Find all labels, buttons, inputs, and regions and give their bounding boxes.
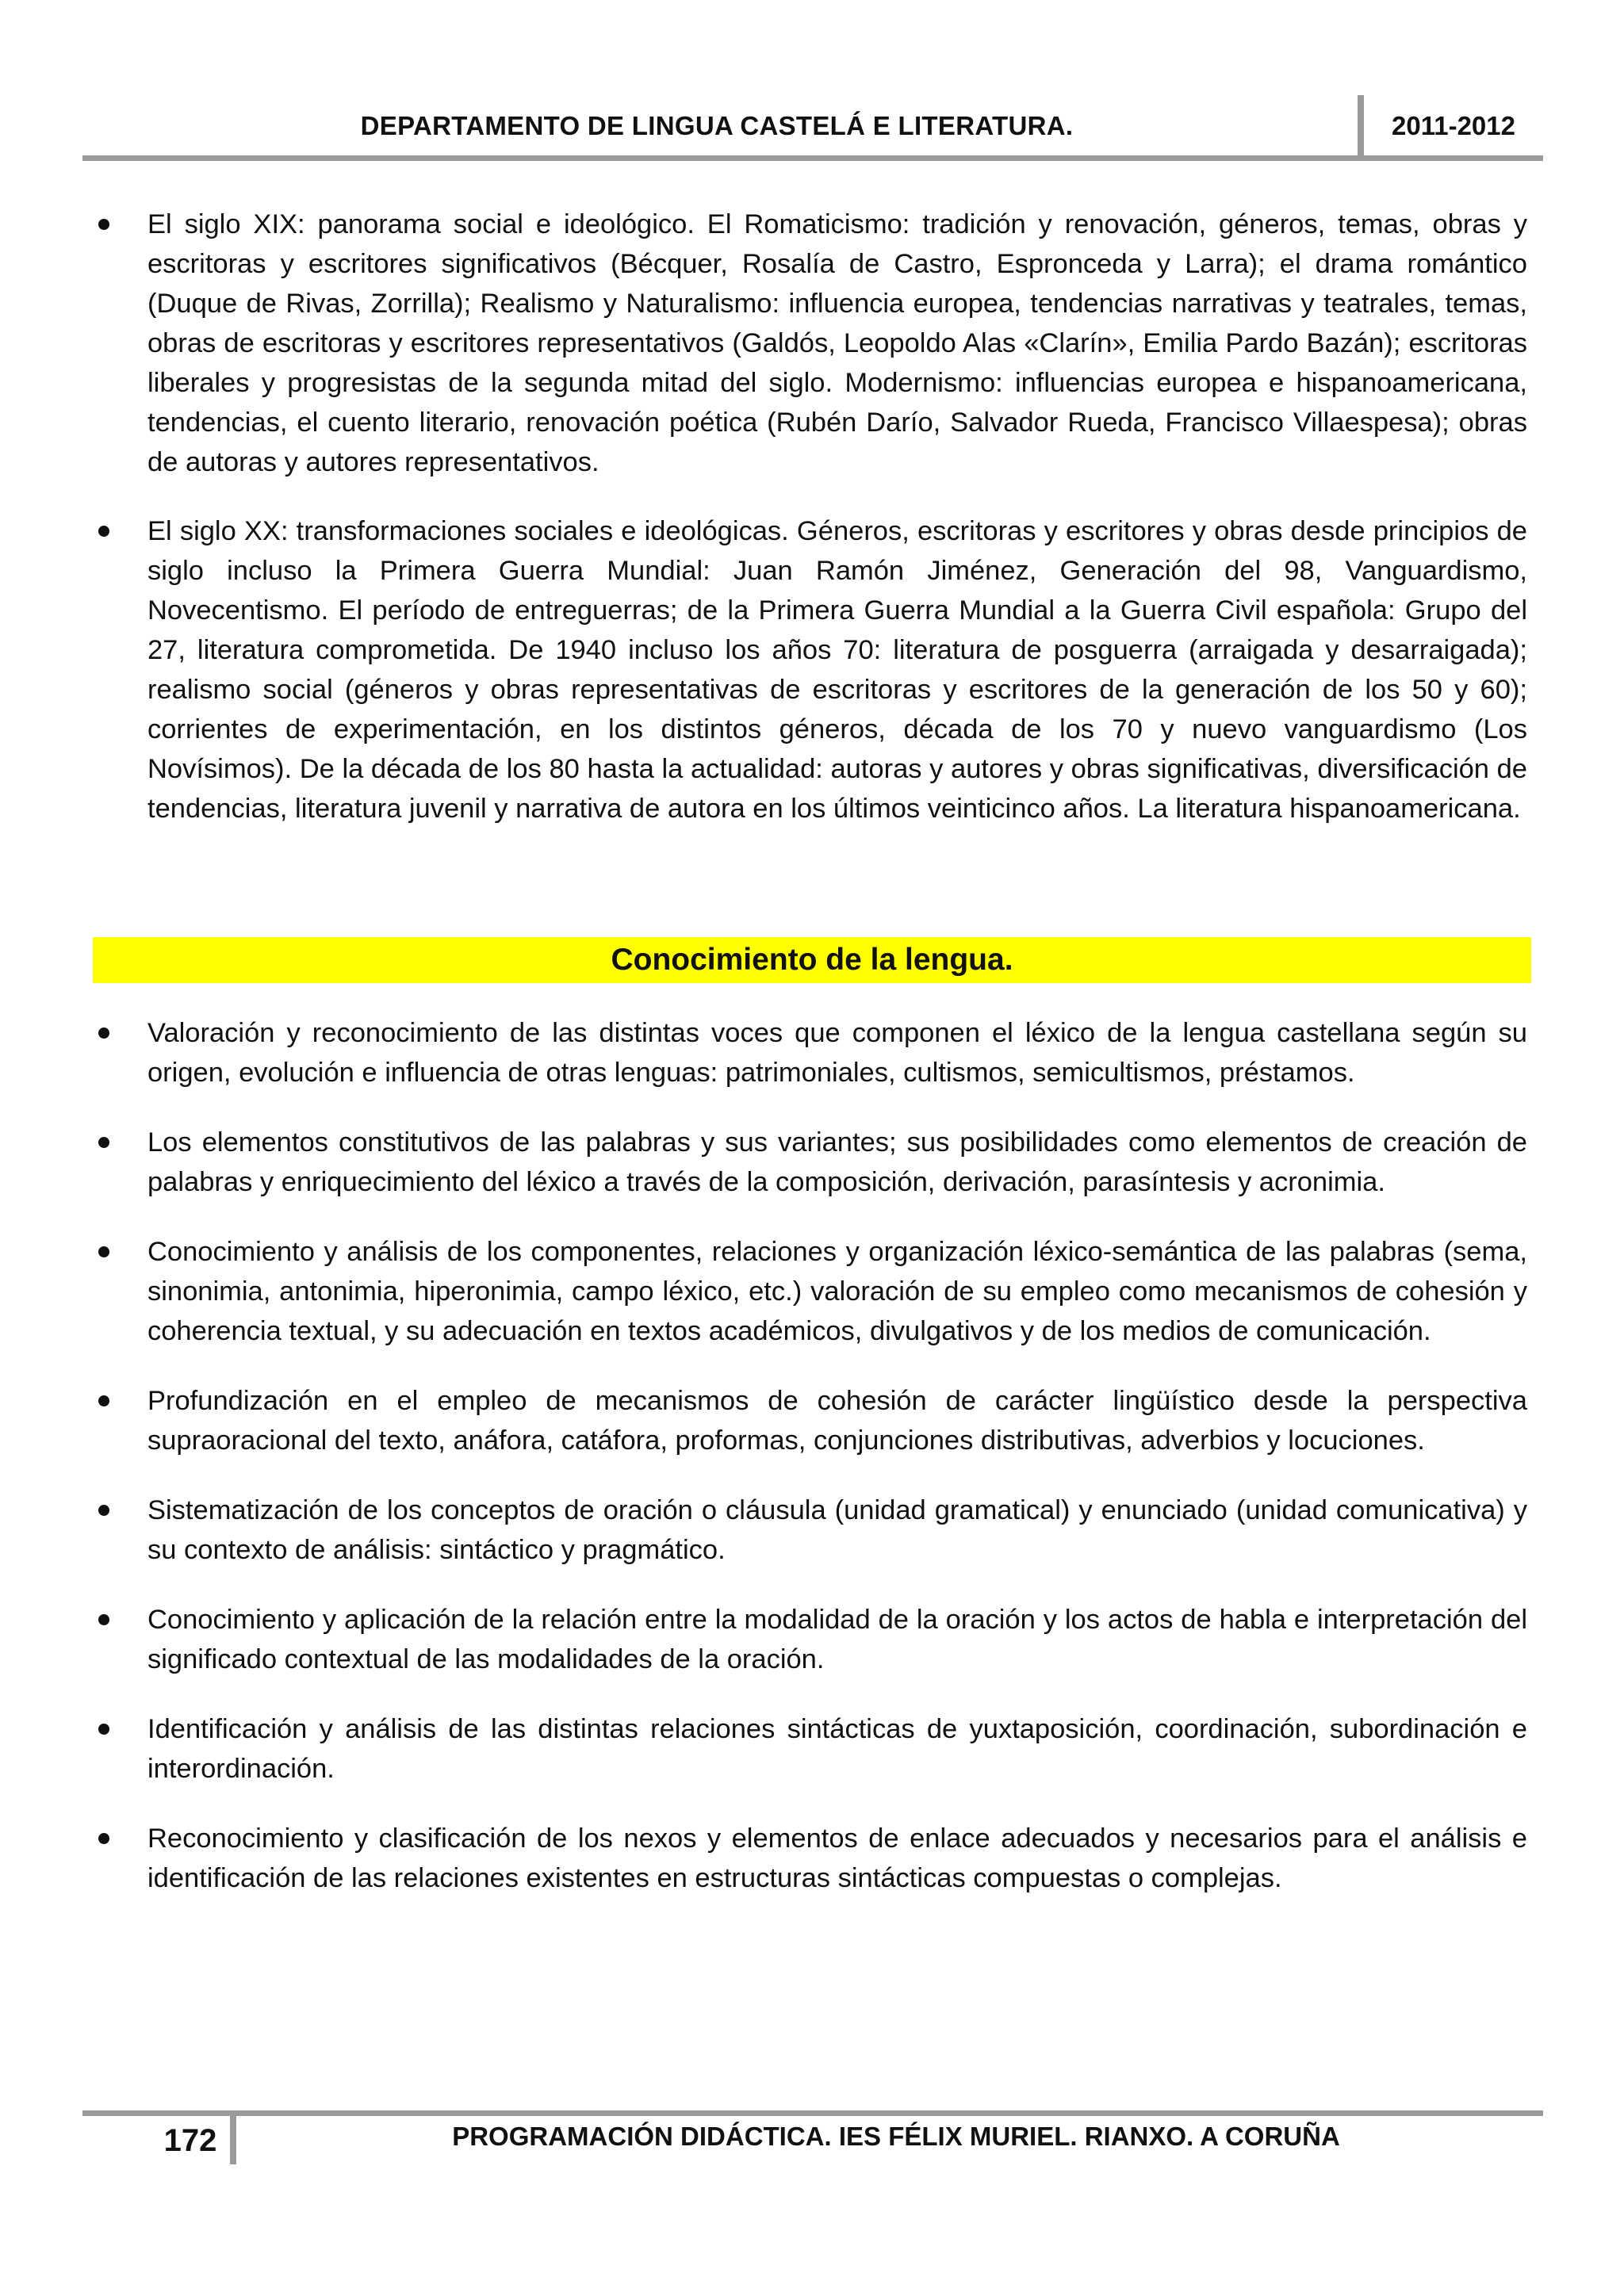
list-item	[92, 205, 1527, 482]
bullet-icon	[98, 526, 109, 537]
list-item	[92, 1490, 1527, 1570]
literature-list	[92, 205, 1527, 858]
list-item-text: Valoración y reconocimiento de las distintas voces que componen el léxico de la lengua castellana según su origen, evolución e influencia de otras lenguas: patrimoniales, cultismos, semicultismos, préstamos.	[147, 1018, 1527, 1088]
header-divider	[1358, 95, 1364, 160]
header-year: 2011-2012	[1392, 111, 1515, 140]
list-item-text: Conocimiento y aplicación de la relación entre la modalidad de la oración y los actos de habla e interpretación del significado contextual de las modalidades de la oración.	[147, 1605, 1527, 1674]
bullet-icon	[98, 1614, 109, 1625]
list-item-text: Sistematización de los conceptos de oración o cláusula (unidad gramatical) y enunciado (unidad comunicativa) y su contexto de análisis: sintáctico y pragmático.	[147, 1495, 1527, 1565]
list-item	[92, 1013, 1527, 1093]
bullet-icon	[98, 1395, 109, 1406]
header-title: DEPARTAMENTO DE LINGUA CASTELÁ E LITERATURA.	[360, 111, 1074, 140]
section-heading: Conocimiento de la lengua.	[93, 937, 1531, 983]
list-item-text: El siglo XIX: panorama social e ideológico. El Romaticismo: tradición y renovación, géneros, temas, obras y escritoras y escritores significativos (Bécquer, Rosalía de Castro, Espronceda y Larra); el drama romántico (Duque de Rivas, Zorrilla); Realismo y Naturalismo: influencia europea, tendencias narrativas y teatrales, temas, obras de escritoras y escritores representativos (Galdós, Leopoldo Alas «Clarín», Emilia Pardo Bazán); escritoras liberales y progresistas de la segunda mitad del siglo. Modernismo: influencias europea e hispanoamericana, tendencias, el cuento literario, renovación poética (Rubén Darío, Salvador Rueda, Francisco Villaespesa); obras de autoras y autores representativos.	[147, 209, 1527, 477]
list-item	[92, 1123, 1527, 1202]
list-item	[92, 1709, 1527, 1789]
list-item	[92, 1600, 1527, 1679]
list-item	[92, 511, 1527, 828]
page-header	[82, 95, 1543, 160]
page-number: 172	[163, 2123, 217, 2158]
bullet-icon	[98, 1027, 109, 1039]
header-rule	[82, 155, 1543, 161]
list-item	[92, 1381, 1527, 1460]
list-item	[92, 1232, 1527, 1351]
bullet-icon	[98, 1137, 109, 1148]
list-item-text: Profundización en el empleo de mecanismos de cohesión de carácter lingüístico desde la perspectiva supraoracional del texto, anáfora, catáfora, proformas, conjunciones distributivas, adverbios y locuciones.	[147, 1386, 1527, 1456]
bullet-icon	[98, 1833, 109, 1844]
footer-divider	[230, 2114, 236, 2164]
list-item-text: El siglo XX: transformaciones sociales e ideológicas. Géneros, escritoras y escritores y obras desde principios de siglo incluso la Primera Guerra Mundial: Juan Ramón Jiménez, Generación del 98, Vanguardismo, Novecentismo. El período de entreguerras; de la Primera Guerra Mundial a la Guerra Civil española: Grupo del 27, literatura comprometida. De 1940 incluso los años 70: literatura de posguerra (arraigada y desarraigada); realismo social (géneros y obras representativas de escritoras y escritores de la generación de los 50 y 60); corrientes de experimentación, en los distintos géneros, década de los 70 y nuevo vanguardismo (Los Novísimos). De la década de los 80 hasta la actualidad: autoras y autores y obras significativas, diversificación de tendencias, literatura juvenil y narrativa de autora en los últimos veinticinco años. La literatura hispanoamericana.	[147, 516, 1527, 824]
bullet-icon	[98, 219, 109, 230]
list-item-text: Conocimiento y análisis de los componentes, relaciones y organización léxico-semántica de las palabras (sema, sinonimia, antonimia, hiperonimia, campo léxico, etc.) valoración de su empleo como mecanismos de cohesión y coherencia textual, y su adecuación en textos académicos, divulgativos y de los medios de comunicación.	[147, 1237, 1527, 1346]
footer-rule	[82, 2110, 1543, 2116]
bullet-icon	[98, 1246, 109, 1257]
list-item-text: Reconocimiento y clasificación de los nexos y elementos de enlace adecuados y necesarios para el análisis e identificación de las relaciones existentes en estructuras sintácticas compuestas o complejas.	[147, 1823, 1527, 1893]
footer-text: PROGRAMACIÓN DIDÁCTICA. IES FÉLIX MURIEL. RIANXO. A CORUÑA	[452, 2122, 1340, 2151]
bullet-icon	[98, 1505, 109, 1516]
list-item-text: Los elementos constitutivos de las palabras y sus variantes; sus posibilidades como elementos de creación de palabras y enriquecimiento del léxico a través de la composición, derivación, parasíntesis y acronimia.	[147, 1127, 1527, 1197]
language-list	[92, 1013, 1527, 1928]
list-item-text: Identificación y análisis de las distintas relaciones sintácticas de yuxtaposición, coordinación, subordinación e interordinación.	[147, 1714, 1527, 1784]
list-item	[92, 1819, 1527, 1898]
bullet-icon	[98, 1724, 109, 1735]
